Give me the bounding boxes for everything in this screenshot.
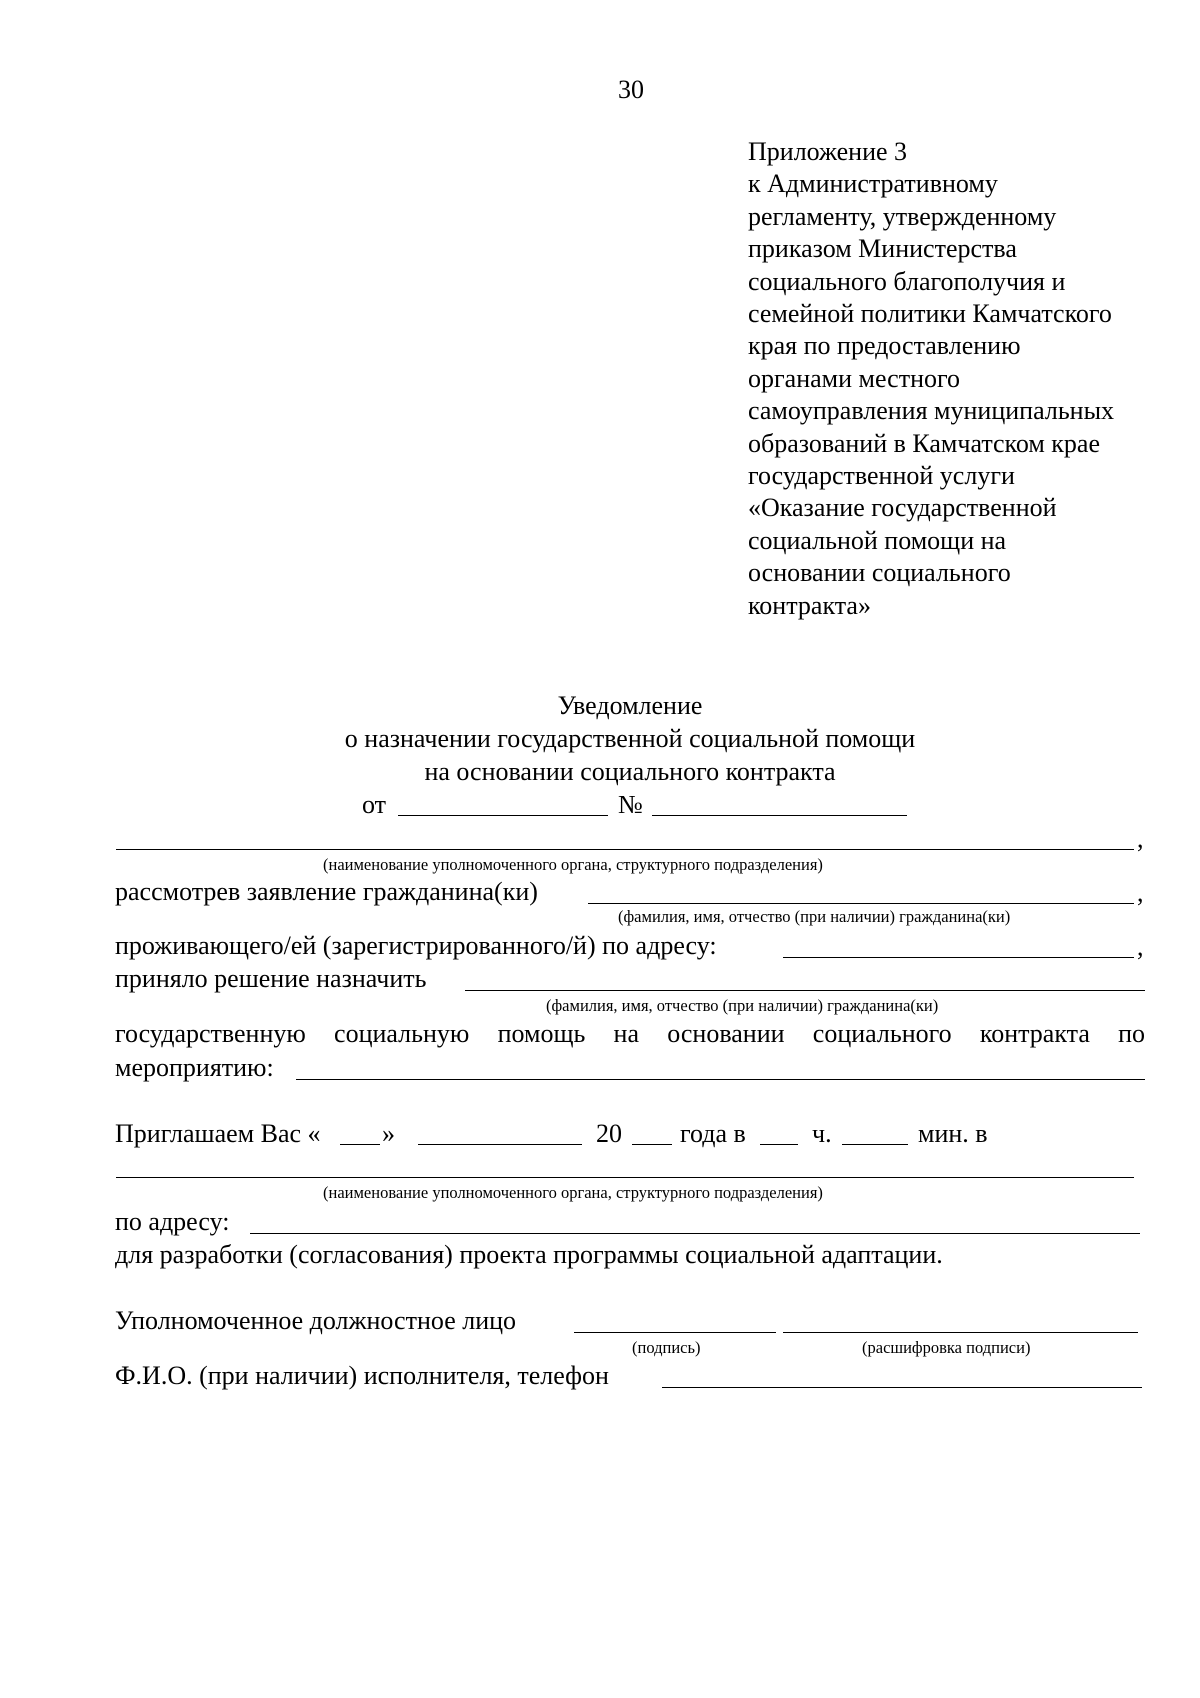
appendix-block	[748, 136, 1114, 622]
hint-signature-decoding: (расшифровка подписи)	[862, 1338, 1031, 1357]
hint-authority-2: (наименование уполномоченного органа, структурного подразделения)	[323, 1183, 823, 1202]
comma: ,	[1137, 824, 1144, 853]
appendix-line: социального благополучия и	[748, 266, 1066, 296]
number-field[interactable]	[652, 815, 907, 816]
appendix-line: семейной политики Камчатского	[748, 299, 1112, 329]
event-field[interactable]	[296, 1079, 1145, 1080]
appendix-line: регламенту, утвержденному	[748, 201, 1057, 231]
hint-authority: (наименование уполномоченного органа, структурного подразделения)	[323, 855, 823, 874]
considered-label: рассмотрев заявление гражданина(ки)	[115, 877, 538, 906]
hours-label: ч.	[812, 1119, 832, 1148]
appendix-line: государственной услуги	[748, 461, 1015, 491]
official-label: Уполномоченное должностное лицо	[115, 1306, 517, 1335]
address-label: по адресу:	[115, 1207, 230, 1236]
appendix-line: органами местного	[748, 363, 960, 393]
appendix-line: основании социального	[748, 558, 1011, 588]
invite-minutes-field[interactable]	[842, 1144, 908, 1145]
doc-title: Уведомление	[557, 691, 703, 720]
comma: ,	[1137, 878, 1144, 907]
appendix-line: социальной помощи на	[748, 525, 1007, 555]
hint-citizen-name-2: (фамилия, имя, отчество (при наличии) гражданина(ки)	[546, 996, 939, 1015]
invite-hours-field[interactable]	[760, 1144, 798, 1145]
appendix-line: контракта»	[748, 590, 871, 620]
address-field[interactable]	[783, 957, 1134, 958]
date-field[interactable]	[398, 815, 608, 816]
appendix-line: образований в Камчатском крае	[748, 428, 1101, 458]
signature-decoding-field[interactable]	[783, 1332, 1138, 1333]
citizen-name-field[interactable]	[588, 903, 1134, 904]
hint-signature: (подпись)	[632, 1338, 701, 1357]
invite-month-field[interactable]	[418, 1144, 582, 1145]
year-suffix: года в	[680, 1119, 746, 1148]
invite-label: Приглашаем Вас «	[115, 1119, 321, 1148]
from-label: от	[362, 790, 387, 819]
appendix-line: приказом Министерства	[748, 234, 1017, 264]
page-number: 30	[618, 75, 644, 104]
invite-quote-close: »	[382, 1119, 395, 1148]
decided-label: приняло решение назначить	[115, 964, 427, 993]
assistance-text: государственную социальную помощь на основании социального контракта по	[115, 1019, 1145, 1048]
appendix-line: «Оказание государственной	[748, 493, 1057, 523]
executor-label: Ф.И.О. (при наличии) исполнителя, телефон	[115, 1361, 609, 1390]
authority-field[interactable]	[116, 849, 1134, 850]
appendix-line: самоуправления муниципальных	[748, 396, 1115, 426]
year-label: 20	[596, 1119, 622, 1148]
hint-citizen-name: (фамилия, имя, отчество (при наличии) гражданина(ки)	[618, 907, 1011, 926]
appendix-line: края по предоставлению	[748, 331, 1021, 361]
appendix-line: Приложение 3	[748, 137, 908, 166]
appendix-line: к Административному	[748, 169, 998, 199]
executor-field[interactable]	[662, 1387, 1142, 1388]
invite-authority-field[interactable]	[116, 1177, 1134, 1178]
signature-field[interactable]	[574, 1332, 776, 1333]
invite-year-field[interactable]	[632, 1144, 672, 1145]
recipient-name-field[interactable]	[465, 990, 1145, 991]
comma: ,	[1137, 932, 1144, 961]
invite-day-field[interactable]	[340, 1144, 380, 1145]
residing-label: проживающего/ей (зарегистрированного/й) по адресу:	[115, 931, 717, 960]
event-label: мероприятию:	[115, 1053, 274, 1082]
purpose-text: для разработки (согласования) проекта программы социальной адаптации.	[115, 1240, 943, 1269]
doc-subtitle: о назначении государственной социальной помощи	[344, 724, 916, 753]
invite-address-field[interactable]	[250, 1233, 1140, 1234]
number-label: №	[618, 790, 643, 819]
minutes-label: мин. в	[918, 1119, 988, 1148]
doc-subtitle-2: на основании социального контракта	[424, 757, 836, 786]
